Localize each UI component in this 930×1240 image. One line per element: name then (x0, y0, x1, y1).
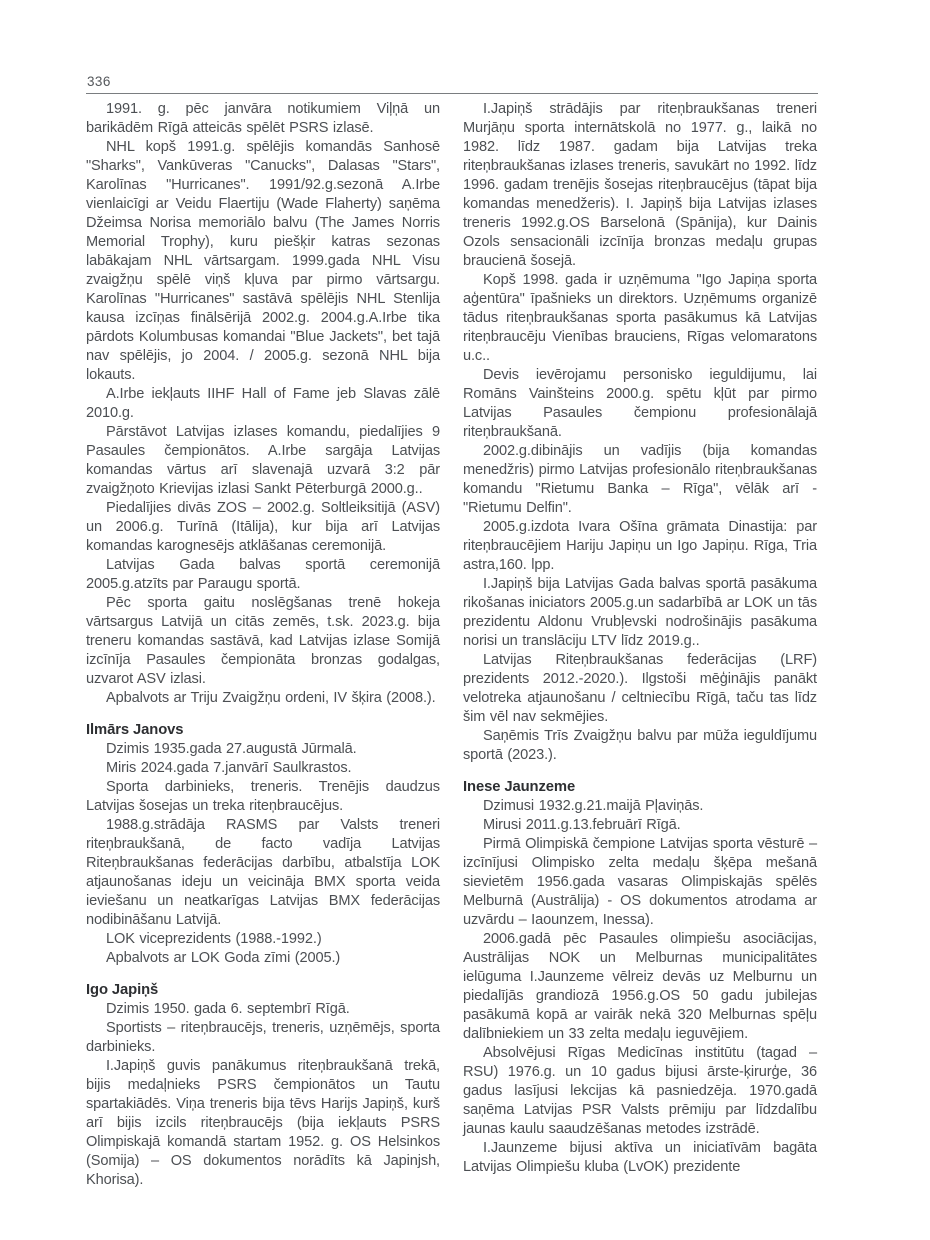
paragraph: 1988.g.strādāja RASMS par Valsts treneri riteņbraukšanā, de facto vadīja Latvijas Riteņbraukšanas federācijas darbību, atbalstīja LOK atjaunošanas ideju un veicināja BMX sporta veida ieviešanu un neatkarīgas Latvijas BMX federācijas nodibināšanu Latvijā. (86, 817, 440, 928)
left-column (86, 100, 440, 1190)
paragraph: Mirusi 2011.g.13.februārī Rīgā. (483, 817, 681, 833)
paragraph: Pārstāvot Latvijas izlases komandu, piedalījies 9 Pasaules čempionātos. A.Irbe sargāja Latvijas komandas vārtus arī slavenajā uzvarā 3:2 pār zvaigžņoto Krievijas izlasi Sankt Pēterburgā 2000.g.. (86, 424, 440, 497)
page-header (86, 74, 818, 94)
paragraph: I.Japiņš guvis panākumus riteņbraukšanā trekā, bijis medaļnieks PSRS čempionātos un Tautu spartakiādēs. Viņa treneris bija tēvs Harijs Japiņš, kurš arī bijis izcils riteņbraucējs (bija iekļauts PSRS Olimpiskajā komandā startam 1952. g. OS Helsinkos (Somija) – OS dokumentos norādīts kā Japinjsh, Khorisa). (86, 1058, 440, 1188)
page-number: 336 (87, 74, 111, 89)
paragraph: I.Jaunzeme bijusi aktīva un iniciatīvām bagāta Latvijas Olimpiešu kluba (LvOK) prezidente (463, 1140, 817, 1175)
text-columns (86, 100, 818, 1190)
paragraph: I.Japiņš bija Latvijas Gada balvas sportā pasākuma rikošanas iniciators 2005.g.un sadarbībā ar LOK un tās prezidentu Aldonu Vrubļevski nodrošinājis pasākuma norisi un translāciju LTV līdz 2019.g.. (463, 576, 817, 649)
paragraph: Pēc sporta gaitu noslēgšanas trenē hokeja vārtsargus Latvijā un citās zemēs, t.sk. 2023.g. bija treneru komandas sastāvā, kad Latvijas izlase Somijā izcīnīja Pasaules čempionāta bronzas godalgas, uzvarot ASV izlasi. (86, 595, 440, 687)
paragraph: 2005.g.izdota Ivara Ošīna grāmata Dinastija: par riteņbraucējiem Hariju Japiņu un Igo Japiņu. Rīga, Tria astra,160. lpp. (463, 519, 817, 573)
paragraph: Sporta darbinieks, treneris. Trenējis daudzus Latvijas šosejas un treka riteņbraucējus. (86, 779, 440, 814)
paragraph: 2002.g.dibinājis un vadījis (bija komandas menedžris) pirmo Latvijas profesionālo riteņbraukšanas komandu "Rietumu Banka – Rīga", vēlāk arī - "Rietumu Delfin". (463, 443, 817, 516)
paragraph: Pirmā Olimpiskā čempione Latvijas sporta vēsturē – izcīnījusi Olimpisko zelta medaļu šķēpa mešanā sievietēm 1956.gada vasaras Olimpiskajās spēlēs Melburnā (Austrālija) - OS dokumentos atrodama ar uzvārdu – Iaounzem, Inessa). (463, 836, 817, 928)
section-heading: Igo Japiņš (86, 982, 159, 998)
paragraph: Dzimis 1935.gada 27.augustā Jūrmalā. (106, 741, 357, 757)
paragraph: NHL kopš 1991.g. spēlējis komandās Sanhosē "Sharks", Vankūveras "Canucks", Dalasas "Stars", Karolīnas "Hurricanes". 1991/92.g.sezonā A.Irbe vienlaicīgi ar Veidu Flaertiju (Wade Flaherty) saņēma Džeimsa Norisa memoriālo balvu (The James Norris Memorial Trophy), kuru piešķir katras sezonas labākajam NHL vārtsargam. 1999.gada NHL Visu zvaigžņu spēlē viņš kļuva par pirmo vārtsargu. Karolīnas "Hurricanes" sastāvā spēlējis NHL Stenlija kausa izcīņas finālsērijā 2002.g. 2004.g.A.Irbe tika pārdots Kolumbusas komandai "Blue Jackets", bet tajā nav spēlējis, jo 2004. / 2005.g. sezonā NHL bija lokauts. (86, 139, 440, 383)
paragraph: Piedalījies divās ZOS – 2002.g. Soltleiksitijā (ASV) un 2006.g. Turīnā (Itālija), kur bija arī Latvijas komandas karognesējs atklāšanas ceremonijā. (86, 500, 440, 554)
paragraph: Dzimusi 1932.g.21.maijā Pļaviņās. (483, 798, 704, 814)
paragraph: Devis ievērojamu personisko ieguldijumu, lai Romāns Vainšteins 2000.g. spētu kļūt par pirmo Latvijas Pasaules čempionu profesionālajā riteņbraukšanā. (463, 367, 817, 440)
paragraph: Sportists – riteņbraucējs, treneris, uzņēmējs, sporta darbinieks. (86, 1020, 440, 1055)
paragraph: I.Japiņš strādājis par riteņbraukšanas treneri Murjāņu sporta internātskolā no 1977. g., laikā no 1982. līdz 1987. gadam bija Latvijas treka riteņbraukšanas izlases treneris, savukārt no 1992. līdz 1996. gadam trenējis šosejas riteņbraucējus (tāpat bija komandas menedžeris). I. Japiņš bija Latvijas izlases treneris 1992.g.OS Barselonā (Spānija), kur Dainis Ozols sensacionāli izcīnīja bronzas medaļu grupas braucienā šosejā. (463, 101, 817, 269)
paragraph: Latvijas Gada balvas sportā ceremonijā 2005.g.atzīts par Paraugu sportā. (86, 557, 440, 592)
paragraph: Dzimis 1950. gada 6. septembrī Rīgā. (106, 1001, 350, 1017)
paragraph: A.Irbe iekļauts IIHF Hall of Fame jeb Slavas zālē 2010.g. (86, 386, 440, 421)
paragraph: Absolvējusi Rīgas Medicīnas institūtu (tagad – RSU) 1976.g. un 10 gadus bijusi ārste-ķirurģe, 36 gadus lasījusi lekcijas kā pasniedzēja. 1970.gadā saņēma Latvijas PSR Valsts prēmiju par līdzdalību jaunas kaulu saaudzēšanas metodes izstrādē. (463, 1045, 817, 1137)
right-column (463, 100, 817, 1177)
paragraph: 2006.gadā pēc Pasaules olimpiešu asociācijas, Austrālijas NOK un Melburnas municipalitātes ielūguma I.Jaunzeme vēlreiz devās uz Melburnu un piedalījās grandiozā 1956.g.OS 50 gadu jubilejas pasākumā kopā ar vairāk nekā 320 Melburnas spēļu dalībniekiem un 33 zelta medaļu ieguvējiem. (463, 931, 817, 1042)
paragraph: Kopš 1998. gada ir uzņēmuma "Igo Japiņa sporta aģentūra" īpašnieks un direktors. Uzņēmums organizē tādus riteņbraukšanas sporta pasākumus kā Latvijas riteņbraucēju Vienības brauciens, Rīgas velomaratons u.c.. (463, 272, 817, 364)
section-heading: Inese Jaunzeme (463, 779, 576, 795)
paragraph: Latvijas Riteņbraukšanas federācijas (LRF) prezidents 2012.-2020.). Ilgstoši mēģinājis panākt velotreka atjaunošanu / celtniecību Rīgā, taču tas līdz šim vēl nav sekmējies. (463, 652, 817, 725)
section-heading: Ilmārs Janovs (86, 722, 184, 738)
paragraph: Apbalvots ar Triju Zvaigžņu ordeni, IV šķira (2008.). (106, 690, 436, 706)
paragraph: Apbalvots ar LOK Goda zīmi (2005.) (106, 950, 341, 966)
paragraph: LOK viceprezidents (1988.-1992.) (106, 931, 322, 947)
header-rule (86, 93, 818, 94)
paragraph: 1991. g. pēc janvāra notikumiem Viļņā un barikādēm Rīgā atteicās spēlēt PSRS izlasē. (86, 101, 440, 136)
paragraph: Miris 2024.gada 7.janvārī Saulkrastos. (106, 760, 352, 776)
paragraph: Saņēmis Trīs Zvaigžņu balvu par mūža ieguldījumu sportā (2023.). (463, 728, 817, 763)
